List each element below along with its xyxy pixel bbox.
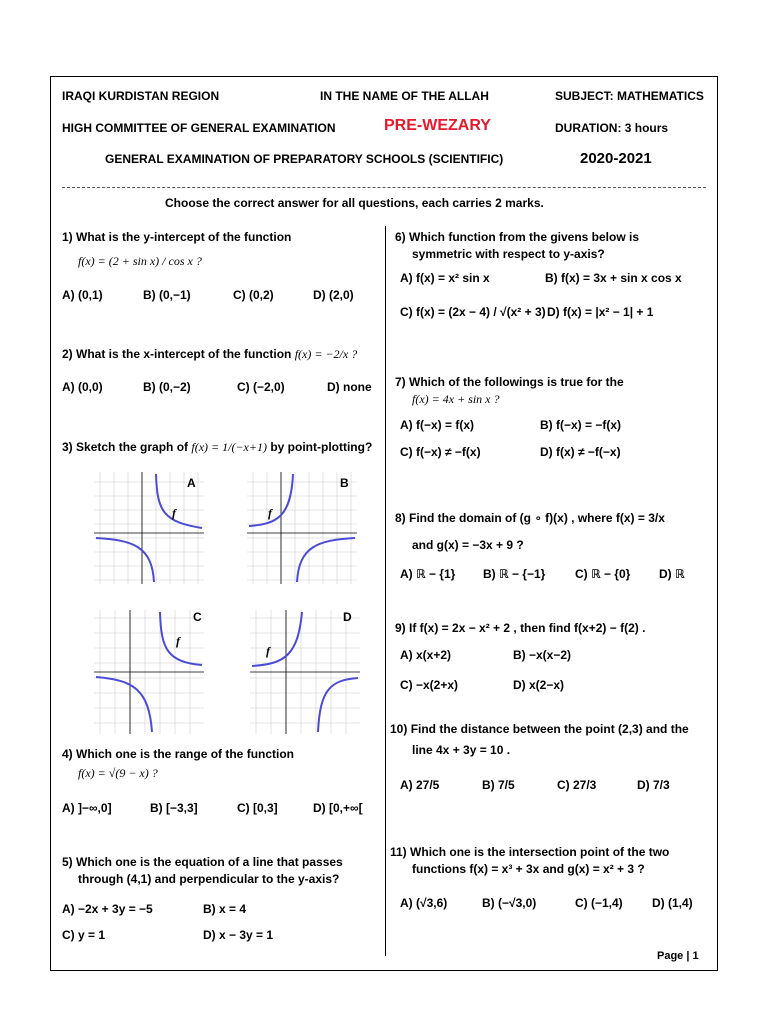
graph-d-curve-label: f (266, 644, 270, 658)
question-8: 8) Find the domain of (g ∘ f)(x) , where f(x) = 3/x (395, 511, 665, 525)
q8-option-b[interactable]: B) ℝ − {−1} (483, 567, 546, 581)
question-6-line-2: symmetric with respect to y-axis? (412, 247, 605, 261)
graph-c[interactable] (94, 610, 204, 734)
column-divider (385, 226, 386, 956)
q11-option-c[interactable]: C) (−1,4) (575, 896, 623, 910)
graph-c-label: C (193, 610, 202, 624)
question-3: 3) Sketch the graph of f(x) = 1/(−x+1) by point-plotting? (62, 440, 373, 454)
question-10-line-2: line 4x + 3y = 10 . (412, 743, 511, 757)
q1-option-c[interactable]: C) (0,2) (233, 288, 274, 302)
question-1-expression: f(x) = (2 + sin x) / cos x ? (78, 254, 202, 268)
question-8-line-2: and g(x) = −3x + 9 ? (412, 538, 524, 552)
q2-option-d[interactable]: D) none (327, 380, 372, 394)
graph-a-curve-label: f (172, 506, 176, 520)
q11-option-d[interactable]: D) (1,4) (652, 896, 693, 910)
committee-label: HIGH COMMITTEE OF GENERAL EXAMINATION (62, 121, 336, 135)
question-2: 2) What is the x-intercept of the function f(x) = −2/x ? (62, 347, 358, 361)
question-10: 10) Find the distance between the point (2,3) and the (390, 722, 689, 736)
q4-option-a[interactable]: A) ]−∞,0] (62, 801, 112, 815)
q10-option-c[interactable]: C) 27/3 (557, 778, 597, 792)
header-divider (62, 187, 706, 188)
q4-option-d[interactable]: D) [0,+∞[ (313, 801, 363, 815)
q1-option-d[interactable]: D) (2,0) (313, 288, 354, 302)
question-4-expression: f(x) = √(9 − x) ? (78, 766, 158, 780)
question-9: 9) If f(x) = 2x − x² + 2 , then find f(x+2) − f(2) . (395, 621, 646, 635)
q10-option-d[interactable]: D) 7/3 (637, 778, 670, 792)
question-4: 4) Which one is the range of the function (62, 747, 295, 761)
blessing-label: IN THE NAME OF THE ALLAH (320, 89, 489, 103)
question-5: 5) Which one is the equation of a line that passes (62, 855, 343, 869)
q8-option-a[interactable]: A) ℝ − {1} (400, 567, 456, 581)
graph-c-curve-label: f (176, 634, 180, 648)
question-11: 11) Which one is the intersection point of the two (390, 845, 670, 859)
graph-b-label: B (340, 476, 349, 490)
instructions: Choose the correct answer for all questions, each carries 2 marks. (165, 196, 544, 210)
q9-option-b[interactable]: B) −x(x−2) (513, 648, 572, 662)
q11-option-b[interactable]: B) (−√3,0) (482, 896, 537, 910)
q7-option-d[interactable]: D) f(x) ≠ −f(−x) (540, 445, 621, 459)
q1-option-a[interactable]: A) (0,1) (62, 288, 103, 302)
exam-title: PRE-WEZARY (384, 117, 491, 134)
q11-option-a[interactable]: A) (√3,6) (400, 896, 448, 910)
graph-d-label: D (343, 610, 352, 624)
q5-option-b[interactable]: B) x = 4 (203, 902, 247, 916)
q8-option-d[interactable]: D) ℝ (659, 567, 685, 581)
q6-option-a[interactable]: A) f(x) = x² sin x (400, 271, 490, 285)
question-5-line-2: through (4,1) and perpendicular to the y-axis? (78, 872, 340, 886)
duration-label: DURATION: 3 hours (555, 121, 669, 135)
q5-option-a[interactable]: A) −2x + 3y = −5 (62, 902, 153, 916)
q9-option-c[interactable]: C) −x(2+x) (400, 678, 459, 692)
q9-option-d[interactable]: D) x(2−x) (513, 678, 565, 692)
q4-option-b[interactable]: B) [−3,3] (150, 801, 198, 815)
question-1: 1) What is the y-intercept of the function (62, 230, 292, 244)
q7-option-a[interactable]: A) f(−x) = f(x) (400, 418, 475, 432)
q2-option-b[interactable]: B) (0,−2) (143, 380, 191, 394)
q1-option-b[interactable]: B) (0,−1) (143, 288, 191, 302)
q6-option-b[interactable]: B) f(x) = 3x + sin x cos x (545, 271, 682, 285)
q10-option-b[interactable]: B) 7/5 (482, 778, 515, 792)
graph-b-curve-label: f (268, 506, 272, 520)
exam-year: 2020-2021 (580, 150, 652, 167)
q4-option-c[interactable]: C) [0,3] (237, 801, 278, 815)
q2-option-a[interactable]: A) (0,0) (62, 380, 103, 394)
q2-option-c[interactable]: C) (−2,0) (237, 380, 285, 394)
q10-option-a[interactable]: A) 27/5 (400, 778, 440, 792)
q5-option-c[interactable]: C) y = 1 (62, 928, 106, 942)
q7-option-b[interactable]: B) f(−x) = −f(x) (540, 418, 622, 432)
region-label: IRAQI KURDISTAN REGION (62, 89, 220, 103)
general-exam-label: GENERAL EXAMINATION OF PREPARATORY SCHOOLS (SCIENTIFIC) (105, 152, 504, 166)
q7-option-c[interactable]: C) f(−x) ≠ −f(x) (400, 445, 481, 459)
q6-option-d[interactable]: D) f(x) = |x² − 1| + 1 (547, 305, 654, 319)
question-7: 7) Which of the followings is true for the (395, 375, 624, 389)
page-number: Page | 1 (657, 950, 699, 962)
question-7-expression: f(x) = 4x + sin x ? (412, 392, 500, 406)
subject-label: SUBJECT: MATHEMATICS (555, 89, 704, 103)
graph-a-label: A (187, 476, 196, 490)
q9-option-a[interactable]: A) x(x+2) (400, 648, 452, 662)
question-6: 6) Which function from the givens below is (395, 230, 640, 244)
question-11-line-2: functions f(x) = x³ + 3x and g(x) = x² + 3 ? (412, 862, 645, 876)
q5-option-d[interactable]: D) x − 3y = 1 (203, 928, 274, 942)
q6-option-c[interactable]: C) f(x) = (2x − 4) / √(x² + 3) (400, 305, 546, 319)
graph-d[interactable] (250, 610, 360, 734)
q8-option-c[interactable]: C) ℝ − {0} (575, 567, 631, 581)
